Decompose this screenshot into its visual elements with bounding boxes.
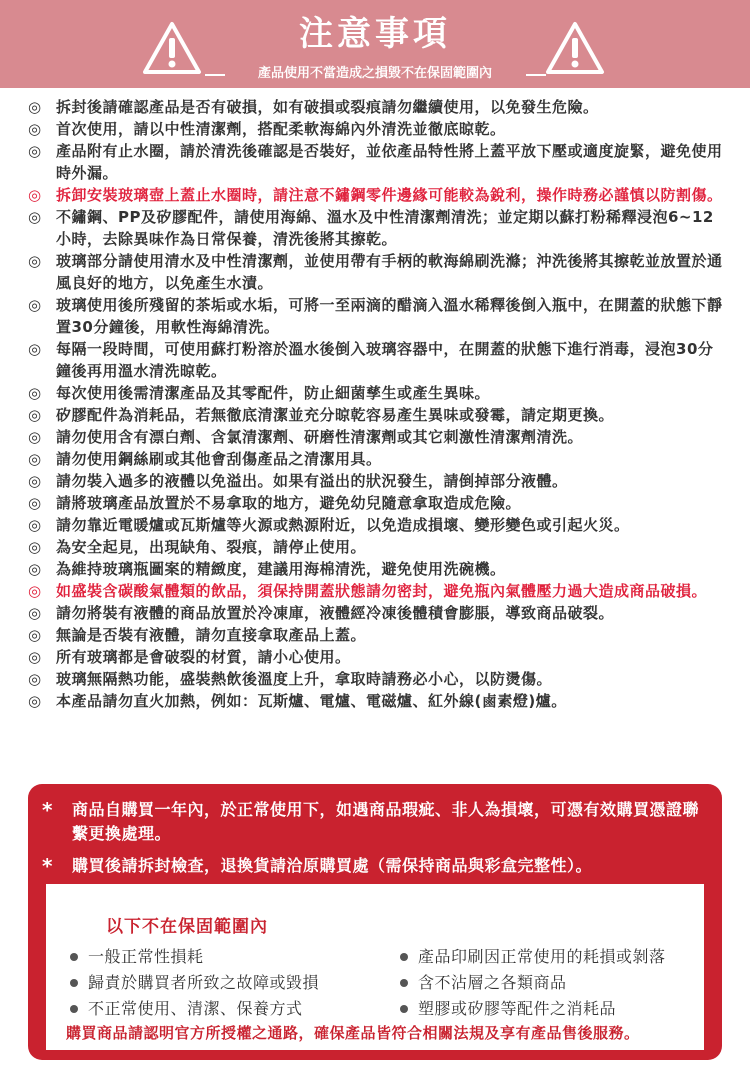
bullet-circle-icon: ◎ [28, 384, 42, 402]
bullet-circle-icon: ◎ [28, 252, 42, 270]
note-text: 不鏽鋼、PP及矽膠配件，請使用海綿、溫水及中性清潔劑清洗；並定期以蘇打粉稀釋浸泡6~12小時，去除異味作為日常保養，清洗後將其擦乾。 [56, 208, 714, 248]
bullet-dot-icon [70, 953, 78, 961]
note-text: 無論是否裝有液體，請勿直接拿取產品上蓋。 [56, 626, 367, 644]
note-item [28, 514, 723, 536]
bullet-circle-icon: ◎ [28, 120, 42, 138]
exclusion-item [396, 970, 666, 996]
bullet-circle-icon: ◎ [28, 450, 42, 468]
note-item [28, 140, 723, 184]
exclusion-item [66, 996, 319, 1022]
warranty-panel [28, 784, 722, 1060]
note-text: 如盛裝含碳酸氣體類的飲品，須保持開蓋狀態請勿密封，避免瓶內氣體壓力過大造成商品破損。 [56, 582, 708, 600]
exclusion-item [396, 944, 666, 970]
exclusion-item [66, 970, 319, 996]
warranty-item [42, 854, 712, 878]
exclusion-text: 一般正常性損耗 [88, 947, 204, 966]
note-text: 玻璃部分請使用清水及中性清潔劑，並使用帶有手柄的軟海綿刷洗滌；沖洗後將其擦乾並放置於通風良好的地方，以免產生水漬。 [56, 252, 723, 292]
exclusions-list-right [396, 944, 666, 1022]
note-item [28, 184, 723, 206]
note-item [28, 250, 723, 294]
bullet-circle-icon: ◎ [28, 208, 42, 226]
bullet-circle-icon: ◎ [28, 582, 42, 600]
note-item [28, 668, 723, 690]
note-text: 請勿將裝有液體的商品放置於冷凍庫，液體經冷凍後體積會膨脹，導致商品破裂。 [56, 604, 615, 622]
bullet-dot-icon [70, 1005, 78, 1013]
page-subtitle: 產品使用不當造成之損毀不在保固範圍內 [228, 62, 522, 86]
warning-triangle-icon [545, 20, 605, 76]
authorized-channel-notice: 購買商品請認明官方所授權之通路，確保產品皆符合相關法規及享有產品售後服務。 [66, 1024, 640, 1042]
note-item [28, 580, 723, 602]
bullet-circle-icon: ◎ [28, 340, 42, 358]
note-item [28, 624, 723, 646]
note-text: 為維持玻璃瓶圖案的精緻度，建議用海棉清洗，避免使用洗碗機。 [56, 560, 506, 578]
note-item [28, 448, 723, 470]
bullet-circle-icon: ◎ [28, 428, 42, 446]
note-item [28, 206, 723, 250]
warranty-text: 購買後請拆封檢查，退換貨請洽原購買處（需保持商品與彩盒完整性）。 [72, 856, 593, 875]
note-item [28, 382, 723, 404]
bullet-circle-icon: ◎ [28, 516, 42, 534]
exclusion-text: 塑膠或矽膠等配件之消耗品 [418, 999, 617, 1018]
note-item [28, 536, 723, 558]
asterisk-icon: * [42, 798, 53, 822]
bullet-circle-icon: ◎ [28, 692, 42, 710]
note-text: 請勿靠近電暖爐或瓦斯爐等火源或熱源附近，以免造成損壞、變形變色或引起火災。 [56, 516, 630, 534]
bullet-circle-icon: ◎ [28, 560, 42, 578]
bullet-dot-icon [400, 979, 408, 987]
bullet-circle-icon: ◎ [28, 670, 42, 688]
asterisk-icon: * [42, 854, 53, 878]
bullet-circle-icon: ◎ [28, 472, 42, 490]
note-text: 請將玻璃產品放置於不易拿取的地方，避免幼兒隨意拿取造成危險。 [56, 494, 522, 512]
bullet-circle-icon: ◎ [28, 648, 42, 666]
divider [526, 74, 546, 76]
page-title: 注意事項 [299, 14, 451, 54]
note-text: 本產品請勿直火加熱，例如：瓦斯爐、電爐、電磁爐、紅外線(鹵素燈)爐。 [56, 692, 567, 710]
exclusion-item [396, 996, 666, 1022]
note-text: 首次使用，請以中性清潔劑，搭配柔軟海綿內外清洗並徹底晾乾。 [56, 120, 506, 138]
note-text: 拆封後請確認產品是否有破損，如有破損或裂痕請勿繼續使用，以免發生危險。 [56, 98, 599, 116]
note-text: 玻璃使用後所殘留的茶垢或水垢，可將一至兩滴的醋滴入溫水稀釋後倒入瓶中，在開蓋的狀態下靜置30分鐘後，用軟性海綿清洗。 [56, 296, 723, 336]
bullet-circle-icon: ◎ [28, 296, 42, 314]
divider [205, 74, 225, 76]
exclusion-text: 產品印刷因正常使用的耗損或剝落 [418, 947, 666, 966]
warranty-list [42, 798, 712, 886]
exclusion-text: 歸責於購買者所致之故障或毀損 [88, 973, 320, 992]
note-text: 玻璃無隔熱功能，盛裝熱飲後溫度上升，拿取時請務必小心，以防燙傷。 [56, 670, 553, 688]
note-item [28, 96, 723, 118]
bullet-circle-icon: ◎ [28, 142, 42, 160]
exclusions-title: 以下不在保固範圍內 [106, 917, 268, 937]
bullet-circle-icon: ◎ [28, 604, 42, 622]
bullet-circle-icon: ◎ [28, 406, 42, 424]
note-item [28, 118, 723, 140]
note-item [28, 294, 723, 338]
bullet-dot-icon [70, 979, 78, 987]
note-item [28, 602, 723, 624]
bullet-circle-icon: ◎ [28, 626, 42, 644]
exclusion-item [66, 944, 319, 970]
exclusion-text: 含不沾層之各類商品 [418, 973, 567, 992]
note-text: 請勿裝入過多的液體以免溢出。如果有溢出的狀況發生，請倒掉部分液體。 [56, 472, 568, 490]
bullet-circle-icon: ◎ [28, 98, 42, 116]
note-item [28, 338, 723, 382]
note-text: 為安全起見，出現缺角、裂痕，請停止使用。 [56, 538, 367, 556]
bullet-dot-icon [400, 953, 408, 961]
notes-list [28, 96, 723, 712]
note-item [28, 426, 723, 448]
exclusion-text: 不正常使用、清潔、保養方式 [88, 999, 303, 1018]
warranty-item [42, 798, 712, 846]
note-item [28, 558, 723, 580]
note-item [28, 690, 723, 712]
note-text: 每次使用後需清潔產品及其零配件，防止細菌孳生或產生異味。 [56, 384, 491, 402]
exclusions-panel [46, 884, 704, 1050]
note-text: 矽膠配件為消耗品，若無徹底清潔並充分晾乾容易產生異味或發霉，請定期更換。 [56, 406, 615, 424]
note-item [28, 646, 723, 668]
note-item [28, 470, 723, 492]
exclusions-list-left [66, 944, 319, 1022]
bullet-dot-icon [400, 1005, 408, 1013]
note-item [28, 492, 723, 514]
note-text: 拆卸安裝玻璃壺上蓋止水圈時，請注意不鏽鋼零件邊緣可能較為銳利，操作時務必謹慎以防割傷。 [56, 186, 723, 204]
note-text: 請勿使用含有漂白劑、含氯清潔劑、研磨性清潔劑或其它刺激性清潔劑清洗。 [56, 428, 584, 446]
warranty-text: 商品自購買一年內，於正常使用下，如遇商品瑕疵、非人為損壞，可憑有效購買憑證聯繫更換處理。 [72, 800, 700, 843]
bullet-circle-icon: ◎ [28, 538, 42, 556]
bullet-circle-icon: ◎ [28, 494, 42, 512]
note-text: 產品附有止水圈，請於清洗後確認是否裝好，並依產品特性將上蓋平放下壓或適度旋緊，避免使用時外漏。 [56, 142, 723, 182]
bullet-circle-icon: ◎ [28, 186, 42, 204]
note-text: 每隔一段時間，可使用蘇打粉溶於溫水後倒入玻璃容器中，在開蓋的狀態下進行消毒，浸泡30分鐘後再用溫水清洗晾乾。 [56, 340, 714, 380]
note-text: 請勿使用鋼絲刷或其他會刮傷產品之清潔用具。 [56, 450, 382, 468]
note-text: 所有玻璃都是會破裂的材質，請小心使用。 [56, 648, 351, 666]
header [0, 0, 750, 88]
note-item [28, 404, 723, 426]
